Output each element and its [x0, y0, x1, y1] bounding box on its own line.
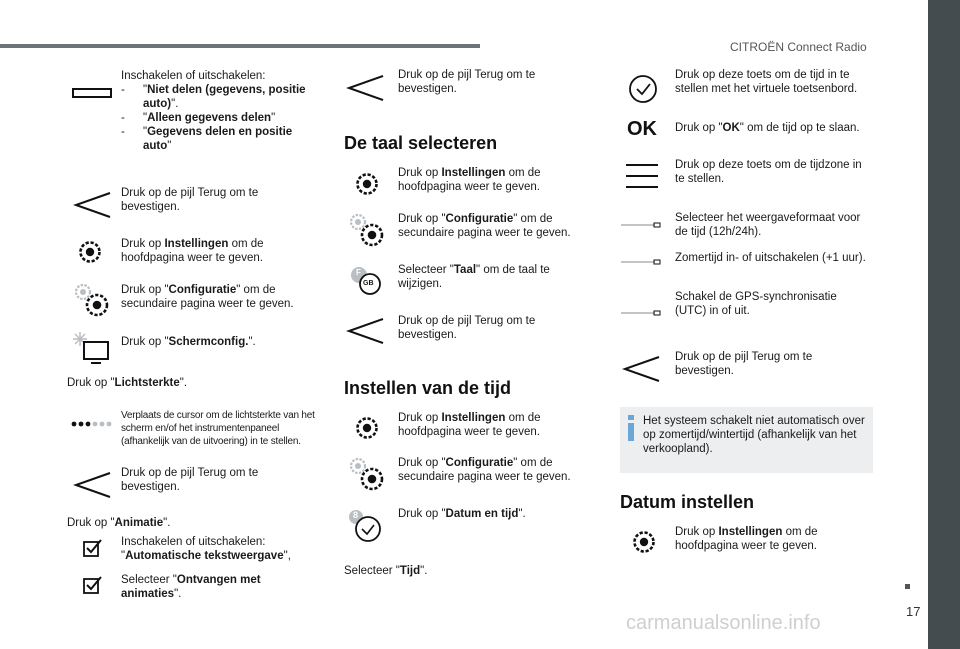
ok-text: Druk op "OK" om de tijd op te slaan.	[675, 122, 860, 134]
brightness-dots-icon	[70, 419, 112, 429]
configuration-text: Druk op "Configuratie" om de secundaire pagina weer te geven.	[398, 457, 571, 483]
checkbox-icon	[82, 538, 104, 558]
page-number: 17	[906, 604, 921, 619]
info-note	[620, 407, 873, 473]
back-arrow-icon	[72, 190, 112, 220]
date-time-text: Druk op "Datum en tijd".	[398, 508, 526, 520]
toggle-line-icon	[621, 259, 661, 265]
time-format-text: Selecteer het weergaveformaat voor de tijd (12h/24h).	[675, 212, 861, 238]
share-option: - "Niet delen (gegevens, positie auto)".	[121, 83, 321, 111]
settings-text: Druk op Instellingen om de hoofdpagina weer te geven.	[398, 412, 541, 438]
brightness-note: Verplaats de cursor om de lichtsterkte van het scherm en/of het instrumentenpaneel (afhankelijk van de uitvoering) in te stellen.	[121, 410, 315, 447]
share-option: - "Gegevens delen en positie auto"	[121, 125, 321, 153]
info-icon	[626, 415, 636, 441]
configuration-gears-icon	[347, 455, 387, 493]
back-text: Druk op de pijl Terug om te bevestigen.	[398, 315, 536, 341]
settings-gear-icon	[353, 414, 381, 442]
date-time-clock-icon: 8	[347, 508, 383, 544]
toggle-line-icon	[621, 222, 661, 228]
settings-text: Druk op Instellingen om de hoofdpagina weer te geven.	[398, 167, 541, 193]
brightness-text: Druk op "Lichtsterkte".	[67, 377, 188, 389]
back-text: Druk op de pijl Terug om te bevestigen.	[121, 467, 259, 493]
page-edge-strip	[928, 0, 960, 649]
back-arrow-icon	[621, 354, 661, 384]
checkbox-icon	[82, 575, 104, 595]
language-select-text: Selecteer "Taal" om de taal te wijzigen.	[398, 264, 550, 290]
watermark: carmanualsonline.info	[626, 612, 821, 634]
confirm-check-circle-icon	[627, 73, 659, 105]
configuration-gears-icon	[72, 281, 112, 319]
language-heading: De taal selecteren	[344, 133, 498, 153]
settings-text: Druk op Instellingen om de hoofdpagina weer te geven.	[675, 526, 818, 552]
share-option: - "Alleen gegevens delen"	[121, 111, 321, 125]
settings-text: Druk op Instellingen om de hoofdpagina weer te geven.	[121, 238, 264, 264]
dst-text: Zomertijd in- of uitschakelen (+1 uur).	[675, 252, 866, 264]
time-heading: Instellen van de tijd	[344, 378, 512, 398]
continue-marker	[905, 584, 910, 589]
back-arrow-icon	[72, 470, 112, 500]
settings-gear-icon	[630, 528, 658, 556]
back-text: Druk op de pijl Terug om te bevestigen.	[121, 187, 259, 213]
back-arrow-icon	[345, 73, 385, 103]
auto-text: Inschakelen of uitschakelen: "Automatische tekstweergave",	[121, 536, 291, 562]
settings-gear-icon	[353, 170, 381, 198]
date-heading: Datum instellen	[620, 492, 755, 512]
language-flag-icon: F GB	[349, 265, 385, 297]
ok-icon: OK	[627, 118, 657, 140]
info-note-text: Het systeem schakelt niet automatisch over op zomertijd/wintertijd (afhankelijk van het verkoopland).	[643, 415, 865, 455]
share-block	[121, 69, 321, 153]
header-title: CITROËN Connect Radio	[730, 40, 867, 54]
configuration-text: Druk op "Configuratie" om de secundaire pagina weer te geven.	[398, 213, 571, 239]
share-intro: Inschakelen of uitschakelen:	[121, 70, 266, 82]
back-text: Druk op de pijl Terug om te bevestigen.	[675, 351, 813, 377]
select-time-text: Selecteer "Tijd".	[344, 565, 428, 577]
settings-gear-icon	[76, 238, 104, 266]
animation-text: Druk op "Animatie".	[67, 517, 171, 529]
configuration-text: Druk op "Configuratie" om de secundaire pagina weer te geven.	[121, 284, 294, 310]
receive-animations-text: Selecteer "Ontvangen met animaties".	[121, 574, 261, 600]
back-text: Druk op de pijl Terug om te bevestigen.	[398, 69, 536, 95]
gps-sync-text: Schakel de GPS-synchronisatie (UTC) in of uit.	[675, 291, 837, 317]
timezone-text: Druk op deze toets om de tijdzone in te stellen.	[675, 159, 862, 185]
menu-lines-icon	[624, 160, 660, 192]
toggle-bar-icon	[72, 88, 112, 98]
header-rule	[0, 44, 480, 48]
toggle-line-icon	[621, 310, 661, 316]
screen-config-icon	[70, 330, 112, 366]
configuration-gears-icon	[347, 211, 387, 249]
screen-config-text: Druk op "Schermconfig.".	[121, 336, 256, 348]
back-arrow-icon	[345, 316, 385, 346]
keyboard-text: Druk op deze toets om de tijd in te stellen met het virtuele toetsenbord.	[675, 69, 858, 95]
